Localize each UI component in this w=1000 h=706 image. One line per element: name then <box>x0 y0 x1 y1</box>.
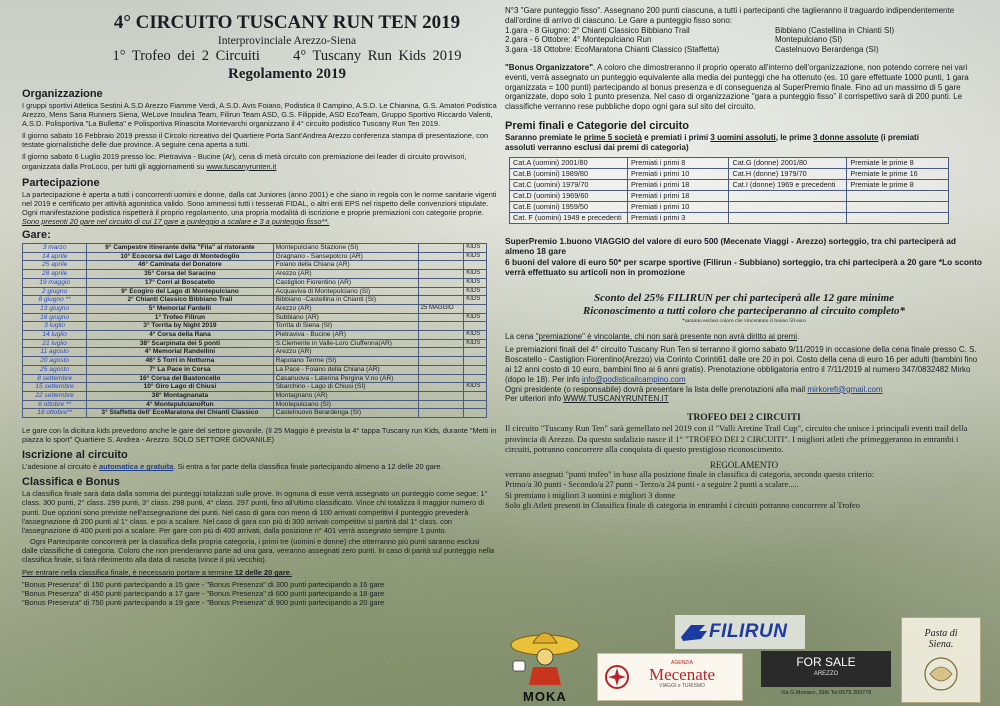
forsale-box <box>761 651 891 687</box>
iscrizione-heading: Iscrizione al circuito <box>22 449 128 462</box>
categoria-cell: Cat.E (uomini) 1959/50 <box>510 201 628 212</box>
gara-kids <box>464 391 487 400</box>
gara-extra <box>418 331 464 340</box>
premi-heading: Premi finali e Categorie del circuito <box>505 119 689 132</box>
categoria-cell: Premiati i primi 10 <box>627 201 729 212</box>
categoria-row <box>510 212 949 223</box>
trofeo-r2: Primo/a 30 punti - Secondo/a 27 punti - Terzo/a 24 punti - a seguire 2 punti a scalare..... <box>505 480 799 490</box>
categoria-cell: Premiati i primi 8 <box>627 157 729 168</box>
organizzazione-p3-text: Il giorno sabato 6 Luglio 2019 presso loc. Pietraviva - Bucine (Ar), cena di metà circuito con premiazione dei leader di circuito provvisori, organizzata dalla ProLoco, per tutti gli aggiornamenti su <box>22 152 467 171</box>
sconto-l2: Riconoscimento a tutti coloro che parteciperanno al circuito completo* <box>582 304 906 317</box>
classifica-p3-post: . <box>289 568 292 578</box>
gara-kids <box>464 400 487 409</box>
premi-l1-pre: Saranno premiate le <box>505 132 584 142</box>
pasta-emblem-icon <box>918 654 964 694</box>
gare-heading: Gare: <box>22 229 51 242</box>
sconto-note: *saranno esclusi coloro che vinceranno il buono 50 euro <box>681 317 807 324</box>
filirun-logo <box>675 615 805 649</box>
gara-location: Subbiano (AR) <box>273 313 418 322</box>
gara-date: 20 agosto <box>23 357 87 366</box>
trofeo-heading: TROFEO DEI 2 CIRCUITI <box>687 413 801 424</box>
gare-fisso-list <box>505 26 983 55</box>
trofeo-reg-heading: REGOLAMENTO <box>709 459 779 470</box>
gara-row <box>23 287 487 296</box>
cena-p2 <box>505 345 983 384</box>
iscrizione-post: . Si entra a far parte della classifica finale partecipando almeno a 12 delle 20 gare. <box>173 462 443 472</box>
gara-row <box>23 278 487 287</box>
gara-extra <box>418 261 464 270</box>
classifica-p3-emph: 12 delle 20 gare <box>234 568 290 578</box>
cena-l1-pre: La cena <box>505 331 536 341</box>
gara-event: 3° Torrita by Night 2019 <box>87 322 273 331</box>
gara-event: 46° 5 Torri in Notturna <box>87 357 273 366</box>
categoria-cell: Cat.C (uomini) 1979/70 <box>510 179 628 190</box>
premi-l1-b: 3 uomini assoluti <box>710 132 776 142</box>
gara-location: Pietraviva - Bucine (AR) <box>273 331 418 340</box>
iscrizione-pre: L'adesione al circuito è <box>22 462 100 472</box>
bonus-line-3: "Bonus Presenza" di 750 punti partecipando a 19 gare - "Bonus Presenza" di 900 punti partecipando a 20 gare <box>22 598 385 608</box>
gara-location: Montepulciano (SI) <box>273 400 418 409</box>
cena-p4-text: Per ulteriori info <box>505 394 564 404</box>
gara-extra <box>418 322 464 331</box>
gare-fisso-left: 3.gara -18 Ottobre: EcoMaratona Chianti Classico (Staffetta) <box>505 45 720 55</box>
categoria-row <box>510 190 949 201</box>
gara-extra <box>418 244 464 253</box>
gare-fisso-row <box>505 35 983 45</box>
gara-location: Arezzo (AR) <box>273 270 418 279</box>
gara-extra <box>418 391 464 400</box>
bonus-org-text: . A coloro che dimostreranno il proprio operato all'interno dell'organizzazione, non potendo correre nei vari eventi, verrà assegnato un punteggio equivalente alla media dei punteggi che ha ottenuto (es. 10 gare effettuate 1000 punti, 1 gara organizzata = 100 punti) partecipando al bonus presenza e di conseguenza al SuperPremio finale. Fino ad un massimo di 5 gare organizzate, dopo solo 1 punto presenza. Nel caso di organizzazione "gara a punteggio fisso" il corrispettivo sarà di 200 punti. Le classifiche verranno rese pubbliche dopo ogni gara sul sito del circuito. <box>505 62 969 112</box>
gara-kids: KIDS <box>464 278 487 287</box>
regolamento-title: Regolamento 2019 <box>228 66 346 82</box>
gara-extra <box>418 409 464 418</box>
gara-row <box>23 348 487 357</box>
gara-extra <box>418 252 464 261</box>
categoria-cell: Cat.A (uomini) 2001/80 <box>510 157 628 168</box>
email-link-info[interactable]: info@podisticailcampino.com <box>581 374 686 384</box>
gara-date: 3 marzo <box>23 244 87 253</box>
site-link[interactable]: www.tuscanyrunten.it <box>206 161 277 171</box>
gara-row <box>23 409 487 418</box>
gara-row <box>23 331 487 340</box>
gara-kids: KIDS <box>464 339 487 348</box>
gara-extra <box>418 339 464 348</box>
gara-kids: KIDS <box>464 244 487 253</box>
gara-extra <box>418 357 464 366</box>
categorie-table <box>509 157 949 224</box>
gara-date: 16 giugno <box>23 313 87 322</box>
gara-location: Arezzo (AR) <box>273 348 418 357</box>
premi-line-1 <box>505 133 983 143</box>
gara-date: 14 aprile <box>23 252 87 261</box>
gara-location: Montepulciano Stazione (SI) <box>273 244 418 253</box>
gara-date: 11 agosto <box>23 348 87 357</box>
gara-event: 16° Corsa del Bastoncello <box>87 374 273 383</box>
cena-p3-text: Ogni presidente (o responsabile) dovrà presentare la lista delle prenotazioni alla mail <box>505 384 808 394</box>
gara-event: 10° Ecocorsa del Lago di Montedoglio <box>87 252 273 261</box>
organizzazione-p3 <box>22 152 497 170</box>
gara-row <box>23 400 487 409</box>
gara-date: 8 settembre <box>23 374 87 383</box>
categoria-cell <box>729 190 847 201</box>
gara-location: Arezzo (AR) <box>273 304 418 313</box>
gara-kids: KIDS <box>464 383 487 392</box>
gara-extra: 25 MAGGIO <box>418 304 464 313</box>
gare-fisso-left: 1.gara - 8 Giugno: 2° Chianti Classico Bibbiano Trail <box>505 25 690 35</box>
gara-extra <box>418 365 464 374</box>
pasta-text-2: Siena. <box>928 639 954 650</box>
gara-event: 2° Chianti Classico Bibbiano Trail <box>87 296 273 305</box>
subtitle: Interprovinciale Arezzo-Siena <box>217 35 357 47</box>
categoria-cell: Cat.D (uomini) 1969/60 <box>510 190 628 201</box>
classifica-p3-pre: Per entrare nella classifica finale, è necessario portare a termine <box>22 568 235 578</box>
categoria-cell: Premiati i primi 3 <box>627 212 729 223</box>
gara-kids <box>464 374 487 383</box>
bonus-org-heading: "Bonus Organizzatore" <box>505 62 594 72</box>
gara-date: 21 luglio <box>23 339 87 348</box>
gara-location: S.Clemente in Valle-Loro Ciuffenna(AR) <box>273 339 418 348</box>
gara-date: 2 giugno <box>23 287 87 296</box>
gara-date: 25 agosto <box>23 365 87 374</box>
categoria-cell: Cat.I (donne) 1969 e precedenti <box>729 179 847 190</box>
email-link-mirko[interactable]: mirkorefi@gmail.com <box>807 384 883 394</box>
gara-location: Foiano della Chiana (AR) <box>273 261 418 270</box>
gare-fisso-row <box>505 45 983 55</box>
partecipazione-p2: Sono presenti 20 gare nel circuito di cui 17 gare a punteggio a scalare e 3 a punteggio fisso**. <box>22 216 330 226</box>
classifica-p1: La classifica finale sarà data dalla somma dei punteggi totalizzati sulle prove. In ognuna di esse verrà assegnato un punteggio come segue: 1° class. 300 punti, 2° class. 299 punti, 3° class. 298 punti, 4° class. 297 punti, fino all'ultimo classificato. Vince chi totalizza il maggior numero di punti. Due opzioni sono previste nell'assegnazione dei punti. Nel caso di gara con meno di 100 arrivati competitivi il punteggio prevederà l'assegnazione di 200 punti al 1° class. e poi a scalare. Nel caso di gara con più di 300 arrivati competitivi si partirà dal 1° class. con l'assegnazione di 400 punti poi a scalare. Per gare con più di 400 arrivati, dalla posizione n° 401 verrà assegnato sempre 1 punto. <box>22 489 488 535</box>
organizzazione-p2: Il giorno sabato 16 Febbraio 2019 presso il Circolo ricreativo del Quartiere Porta Sant'Andrea Arezzo conferenza stampa di presentazione, con testate giornalistiche delle due province. A seguire cena aperta a tutti. <box>22 131 489 150</box>
trophies-line: 1° Trofeo dei 2 Circuiti 4° Tuscany Run Kids 2019 <box>112 48 462 64</box>
gara-row <box>23 304 487 313</box>
gara-row <box>23 391 487 400</box>
gara-location: Casanuova - Laterina Pergine V.no (AR) <box>273 374 418 383</box>
categoria-cell: Premiate le prime 8 <box>847 179 949 190</box>
cena-l1-post: . <box>797 331 800 341</box>
partecipazione-heading: Partecipazione <box>22 176 100 189</box>
gara-extra <box>418 374 464 383</box>
partecipazione-p1: La partecipazione è aperta a tutti i concorrenti uomini e donne, dalla cat Juniores (anno 2001) e che siano in regola con le norme sanitarie vigenti nel 2019 e certificato per attività agonistica valido. Sono ammessi tutti i tesserati FIDAL, o altri enti EPS nel rispetto delle convenzioni stipulate. Ogni manifestazione podistica rispetterà il proprio regolamento, una propria modalità di iscrizione e proprie premiazioni con categorie proprie. <box>22 189 497 217</box>
trofeo-r4: Solo gli Atleti presenti in Classifica finale di categoria in entrambi i circuiti potranno concorrere al Trofeo <box>505 501 860 511</box>
gara-event: 10° Giro Lago di Chiusi <box>87 383 273 392</box>
gara-kids: KIDS <box>464 313 487 322</box>
gara-location: La Pace - Foiano della Chiana (AR) <box>273 365 418 374</box>
kids-note: Le gare con la dicitura kids prevedono anche le gare del settore giovanile. (Il 25 Maggio è prevista la 4° tappa Tuscany run Kids, durante "Metti in piazza lo sport" Quartiere S. Andrea - Arezzo. SOLO SETTORE GIOVANILE) <box>22 426 497 445</box>
classifica-heading: Classifica e Bonus <box>22 476 120 489</box>
sconto-l1: Sconto del 25% FILIRUN per chi parteciperà alle 12 gare minime <box>593 291 895 304</box>
gara-kids: KIDS <box>464 331 487 340</box>
forsale-text: FOR SALE <box>796 655 856 669</box>
gara-kids: KIDS <box>464 270 487 279</box>
gara-event: 1° Trofeo Filirun <box>87 313 273 322</box>
gara-extra <box>418 383 464 392</box>
gara-location: Rapolano Terme (SI) <box>273 357 418 366</box>
forsale-address: Via G.Monaco, 39/b Tel.0575.300778 <box>780 690 872 696</box>
gare-fisso-right: Bibbiano (Castellina in Chianti SI) <box>775 25 895 35</box>
categoria-cell <box>847 201 949 212</box>
categoria-cell: Premiati i primi 18 <box>627 190 729 201</box>
organizzazione-heading: Organizzazione <box>22 88 103 100</box>
gara-extra <box>418 400 464 409</box>
gara-row <box>23 357 487 366</box>
moka-logo <box>507 623 585 703</box>
gara-kids <box>464 409 487 418</box>
forsale-logo <box>761 651 891 703</box>
premi-l1-a: prime 5 società <box>583 132 642 142</box>
trofeo-p1: Il circuito "Tuscany Run Ten" sarà gemellato nel 2019 con il "Valli Aretine Trail Cup", circuito che unisce i principali eventi trail della provincia di Arezzo. Da questo sodalizio nasce il 1° "TROFEO DEI 2 CIRCUITI". I migliori atleti che primeggeranno in entrambi i circuiti, potranno concorrere alla conquista di questo prestigioso riconoscimento. <box>505 423 968 455</box>
trofeo-r1: verrano assegnati "punti trofeo" in base alla posizione finale in classifica di categoria, secondo questo criterio: <box>505 469 875 479</box>
categoria-cell <box>847 190 949 201</box>
premi-l1-mid: e premiati i primi <box>641 132 711 142</box>
gare-table <box>22 243 487 418</box>
categoria-row <box>510 168 949 179</box>
gara-date: 15 settembre <box>23 383 87 392</box>
gara-extra <box>418 287 464 296</box>
gara-location: Montagnano (AR) <box>273 391 418 400</box>
gara-kids: KIDS <box>464 296 487 305</box>
categoria-cell: Premiate le prime 8 <box>847 157 949 168</box>
gara-kids <box>464 304 487 313</box>
categoria-row <box>510 179 949 190</box>
gara-date: 18 ottobre** <box>23 409 87 418</box>
right-column <box>505 0 983 706</box>
categoria-cell: Cat.B (uomini) 1989/80 <box>510 168 628 179</box>
mecenate-text: Mecenate <box>648 665 716 684</box>
gara-date: 8 giugno ** <box>23 296 87 305</box>
gara-event: 9° Ecogiro del Lago di Montepulciano <box>87 287 273 296</box>
mecenate-top: AGENZIA <box>671 660 693 666</box>
premi-line-2: assoluti verranno esclusi dai premi di categoria) <box>505 142 689 152</box>
gara-date: 14 luglio <box>23 331 87 340</box>
categoria-row <box>510 157 949 168</box>
gara-event: 46° Caminata del Donatore <box>87 261 273 270</box>
cena-p2-text: Le premiazioni finali del 4° circuito Tuscany Run Ten si terranno il giorno sabato 9/11/2019 in occasione della cena finale presso C. S. Boscatello - Castiglion Fiorentino(Arezzo) via Corinto Corinti61 dalle ore 20 in poi. Costo della cena di euro 16 per adulti (bambini fino ai 12 anni costo di 10 euro, bambini fino ai 6 anni gratis). Prenotazione obbligatoria entro il 7/11/2019 al numero 347/0832482 Mirko (dopo le 18). Per info <box>505 345 978 384</box>
gara-extra <box>418 270 464 279</box>
categoria-cell <box>729 212 847 223</box>
runner-shoe-icon <box>679 619 709 645</box>
sombrero-icon <box>507 623 585 685</box>
categoria-cell: Premiati i primi 18 <box>627 179 729 190</box>
classifica-p2: Ogni Partecipante concorrerà per la classifica della propria categoria, i primi tre (uomini e donne) che otterranno più punti saranno esclusi dalle classifiche di categoria. Coloro che non prenderanno parte ad una gara, verranno assegnati zero punti. In caso di parità sul punteggio nella classifica finale, si farà riferimento alla data di nascita (vince il più vecchio). <box>22 536 495 565</box>
gara-event: 4° Memorial Randellini <box>87 348 273 357</box>
gara-row <box>23 322 487 331</box>
bonus-organizzatore <box>505 63 983 112</box>
categoria-cell <box>847 212 949 223</box>
gara-row <box>23 365 487 374</box>
gare-fisso-right: Montepulciano (SI) <box>775 35 843 45</box>
iscrizione-emph: automatica e gratuita <box>99 462 174 472</box>
left-column <box>22 0 497 706</box>
gara-date: 25 aprile <box>23 261 87 270</box>
gara-extra <box>418 348 464 357</box>
gara-extra <box>418 278 464 287</box>
site-link-footer[interactable]: WWW.TUSCANYRUNTEN.IT <box>563 394 669 404</box>
gara-date: 19 maggio <box>23 278 87 287</box>
gara-row <box>23 296 487 305</box>
gare-fisso-right: Castelnuovo Berardenga (SI) <box>775 45 879 55</box>
gara-event: 17° Corri al Boscatello <box>87 278 273 287</box>
gara-event: 38° Scarpinata dei 5 ponti <box>87 339 273 348</box>
gara-kids <box>464 322 487 331</box>
gara-kids <box>464 348 487 357</box>
gara-location: Sbarchino - Lago di Chiusi (SI) <box>273 383 418 392</box>
filirun-text: FILIRUN <box>709 621 788 642</box>
sponsor-logos <box>505 615 983 705</box>
categoria-cell: Cat. F (uomini) 1949 e precedenti <box>510 212 628 223</box>
gara-location: Castelnuovo Berardenga (SI) <box>273 409 418 418</box>
gara-extra <box>418 313 464 322</box>
gara-row <box>23 261 487 270</box>
categoria-cell: Premiati i primi 10 <box>627 168 729 179</box>
gara-row <box>23 374 487 383</box>
premi-l1-c: 3 donne assolute <box>813 132 879 142</box>
gara-kids <box>464 261 487 270</box>
gara-row <box>23 252 487 261</box>
pasta-text: Pasta di <box>924 628 958 639</box>
categoria-cell: Premiate le prime 16 <box>847 168 949 179</box>
gara-kids <box>464 357 487 366</box>
categoria-cell <box>729 201 847 212</box>
cena-p4 <box>505 394 983 404</box>
iscrizione-text <box>22 462 497 471</box>
gara-kids: KIDS <box>464 287 487 296</box>
gara-row <box>23 313 487 322</box>
classifica-p3 <box>22 568 497 577</box>
pasta-siena-logo <box>901 617 981 703</box>
gara-event: 9° Campestre itinerante della "Fila" al ristorante <box>87 244 273 253</box>
gare-fisso-intro: N°3 "Gare punteggio fisso". Assegnano 200 punti ciascuna, a tutti i partecipanti che taglieranno il traguardo indipendentemente dall'ordine di arrivo di ciascuno. Le Gare a punteggio fisso sono: <box>505 6 955 25</box>
gara-location: Castiglion Fiorentino (AR) <box>273 278 418 287</box>
gara-event: 3° Staffetta dell' EcoMaratona del Chianti Classico <box>87 409 273 418</box>
cena-l1 <box>505 332 983 342</box>
gara-event: 4° MontepulcianoRun <box>87 400 273 409</box>
gara-kids <box>464 365 487 374</box>
cena-p3 <box>505 385 983 395</box>
mecenate-logo <box>597 653 743 701</box>
categoria-cell: Cat.G (donne) 2001/80 <box>729 157 847 168</box>
gara-date: 28 aprile <box>23 270 87 279</box>
gara-location: Bibbiano -Castellina in Chianti (SI) <box>273 296 418 305</box>
gare-fisso-row <box>505 26 983 36</box>
organizzazione-p1: I gruppi sportivi Atletica Sestini A.S.D Arezzo Fiamme Verdi, A.S.D. Avis Foiano, Podistica Il Campino, A.S.D. Le Chianina, G.S. Amatori Podistica Arezzo, Mens Sana Runners Siena, WeLove Insulina Team, Filirun Team ASD, G.S. Filippide, ASD EcoTeam, Gruppo Sportivo Riccardo Valenti, A.S.D. Polisportiva "La Bulletta" e Polisportiva Rinascita Montevarchi organizzano il 4° circuito podistico Tuscany Run Ten 2019. <box>22 101 497 129</box>
gara-event: 7° La Pace in Corsa <box>87 365 273 374</box>
gara-date: 22 settembre <box>23 391 87 400</box>
moka-text: MOKA <box>523 689 567 704</box>
gara-extra <box>418 296 464 305</box>
cena-l1-u: "premiazione" è vincolante, chi non sarà presente non avrà diritto ai premi <box>535 331 798 341</box>
gara-date: 6 ottobre ** <box>23 400 87 409</box>
gara-kids: KIDS <box>464 252 487 261</box>
gara-event: 5° Memorial Fardelli <box>87 304 273 313</box>
categoria-row <box>510 201 949 212</box>
mecenate-sub: VIAGGI e TURISMO <box>659 683 705 689</box>
page-title: 4° CIRCUITO TUSCANY RUN TEN 2019 <box>113 12 461 33</box>
gara-row <box>23 383 487 392</box>
gara-event: 4° Corsa della Rana <box>87 331 273 340</box>
gara-row <box>23 244 487 253</box>
forsale-city: AREZZO <box>813 671 839 677</box>
gara-row <box>23 339 487 348</box>
gara-event: 38° Montagnanata <box>87 391 273 400</box>
bonus-line-2: "Bonus Presenza" di 450 punti partecipando a 17 gare - "Bonus Presenza" di 600 punti partecipando a 18 gare <box>22 589 385 599</box>
trofeo-r3: Si premiano i migliori 3 uomini e migliori 3 donne <box>505 490 676 500</box>
premi-l1-post: (i premiati <box>878 132 919 142</box>
gara-event: 35° Corsa del Saracino <box>87 270 273 279</box>
mecenate-emblem-icon <box>604 664 630 690</box>
gara-date: 13 giugno <box>23 304 87 313</box>
gare-fisso-left: 2.gara - 6 Ottobre: 4° Montepulciano Run <box>505 35 652 45</box>
premi-l1-mid2: , le prime <box>775 132 814 142</box>
superpremio-l2: 6 buoni del valore di euro 50* per scarpe sportive (Filirun - Subbiano) sorteggio, tra chi parteciperà a 20 gare *Lo sconto verrà effettuato su articoli non in promozione <box>505 256 983 278</box>
superpremio-l1: SuperPremio 1.buono VIAGGIO del valore di euro 500 (Mecenate Viaggi - Arezzo) sorteggio, tra chi parteciperà ad almeno 18 gare <box>505 235 956 257</box>
gara-location: Acquaviva di Montepulciano (SI) <box>273 287 418 296</box>
gara-location: Torrita di Siena (SI) <box>273 322 418 331</box>
gara-date: 3 luglio <box>23 322 87 331</box>
gara-location: Gragnano - Sansepolcro (AR) <box>273 252 418 261</box>
gara-row <box>23 270 487 279</box>
categoria-cell: Cat.H (donne) 1979/70 <box>729 168 847 179</box>
bonus-line-1: "Bonus Presenza" di 150 punti partecipando a 15 gare - "Bonus Presenza" di 300 punti partecipando a 16 gare <box>22 580 385 590</box>
